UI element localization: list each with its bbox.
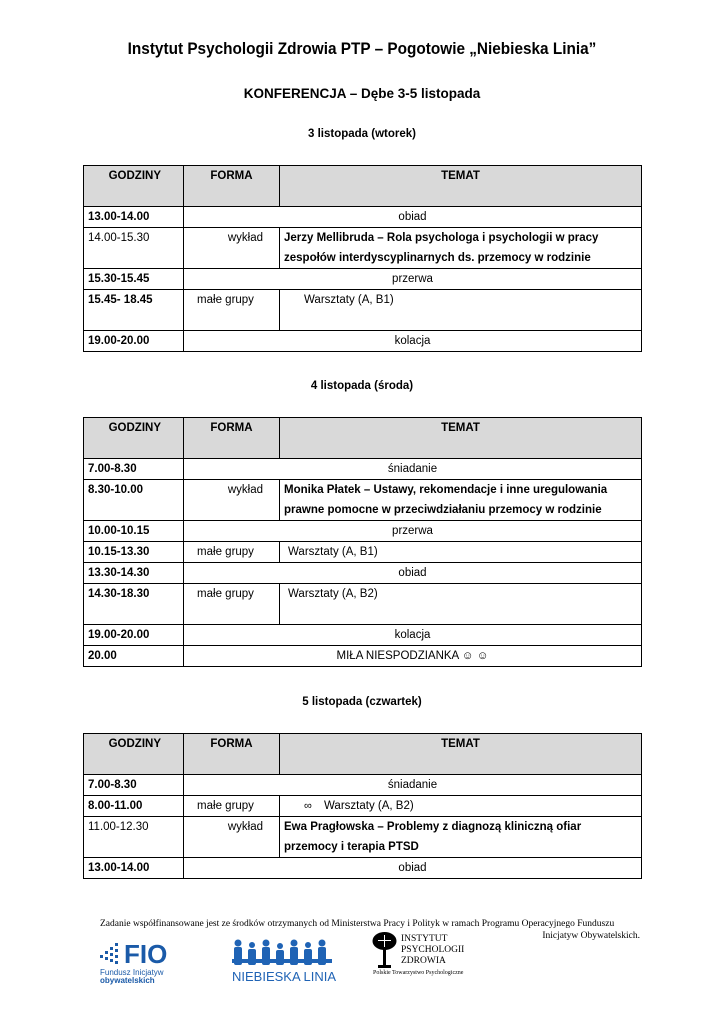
event-cell: śniadanie xyxy=(184,775,642,796)
table-row xyxy=(84,796,642,817)
day-title-1: 3 listopada (wtorek) xyxy=(308,128,416,140)
topic-line: prawne pomocne w przeciwdziałaniu przemocy w rodzinie xyxy=(284,504,602,516)
table-header-row xyxy=(84,734,642,775)
topic-line: Monika Płatek – Ustawy, rekomendacje i inne uregulowania xyxy=(284,484,608,496)
table-row xyxy=(84,207,642,228)
topic-cell: Warsztaty (A, B1) xyxy=(280,290,642,331)
ipz-logo-text xyxy=(401,934,464,967)
event-cell: obiad xyxy=(184,858,642,879)
schedule-table-day1 xyxy=(83,165,642,352)
time-cell: 15.30-15.45 xyxy=(84,269,184,290)
funding-note-line1: Zadanie współfinansowane jest ze środków otrzymanych od Ministerstwa Pracy i Polityk w ramach Programu Operacyjnego Funduszu xyxy=(100,919,615,929)
ipz-logo-line3: ZDROWIA xyxy=(401,956,446,966)
col-header-topic: TEMAT xyxy=(280,734,642,775)
event-cell: kolacja xyxy=(184,331,642,352)
time-cell: 19.00-20.00 xyxy=(84,331,184,352)
topic-line: Jerzy Mellibruda – Rola psychologa i psychologii w pracy xyxy=(284,232,599,244)
table-row xyxy=(84,646,642,667)
time-cell: 14.00-15.30 xyxy=(84,228,184,269)
col-header-form: FORMA xyxy=(184,734,280,775)
tree-icon xyxy=(370,931,400,969)
table-row xyxy=(84,563,642,584)
form-cell: wykład xyxy=(184,480,280,521)
time-cell: 13.30-14.30 xyxy=(84,563,184,584)
table-row xyxy=(84,290,642,331)
event-cell: obiad xyxy=(184,563,642,584)
col-header-form: FORMA xyxy=(184,166,280,207)
topic-cell xyxy=(280,817,642,858)
time-cell: 20.00 xyxy=(84,646,184,667)
topic-line: Ewa Pragłowska – Problemy z diagnozą kliniczną ofiar xyxy=(284,821,582,833)
fio-logo-text: FIO xyxy=(124,939,168,969)
topic-cell xyxy=(280,228,642,269)
col-header-hours: GODZINY xyxy=(84,418,184,459)
fio-logo-sub2: obywatelskich xyxy=(100,976,155,985)
table-row xyxy=(84,625,642,646)
event-cell: przerwa xyxy=(184,521,642,542)
schedule-table-day3 xyxy=(83,733,642,879)
table-header-row xyxy=(84,166,642,207)
event-cell: kolacja xyxy=(184,625,642,646)
topic-line: zespołów interdyscyplinarnych ds. przemocy w rodzinie xyxy=(284,252,591,264)
niebieska-linia-logo-text: NIEBIESKA LINIA xyxy=(232,969,337,984)
page-title: Instytut Psychologii Zdrowia PTP – Pogotowie „Niebieska Linia” xyxy=(127,40,597,58)
topic-cell xyxy=(280,480,642,521)
topic-cell: Warsztaty (A, B2) xyxy=(280,584,642,625)
fio-logo xyxy=(98,937,218,985)
table-row xyxy=(84,775,642,796)
table-row xyxy=(84,228,642,269)
time-cell: 8.30-10.00 xyxy=(84,480,184,521)
form-cell: małe grupy xyxy=(184,542,280,563)
time-cell: 8.00-11.00 xyxy=(84,796,184,817)
infinity-bullet-icon: ∞ xyxy=(304,800,312,812)
niebieska-linia-logo xyxy=(230,937,340,985)
table-row xyxy=(84,269,642,290)
table-row xyxy=(84,480,642,521)
ipz-logo-line2: PSYCHOLOGII xyxy=(401,945,465,955)
topic-cell xyxy=(280,796,642,817)
table-header-row xyxy=(84,418,642,459)
time-cell: 14.30-18.30 xyxy=(84,584,184,625)
form-cell: małe grupy xyxy=(184,290,280,331)
table-row xyxy=(84,817,642,858)
ipz-logo-subtitle: Polskie Towarzystwo Psychologiczne xyxy=(373,970,464,976)
topic-line: przemocy i terapia PTSD xyxy=(284,841,419,853)
funding-note-line2: Inicjatyw Obywatelskich. xyxy=(542,931,640,941)
form-cell: wykład xyxy=(184,817,280,858)
topic-text: Warsztaty (A, B2) xyxy=(324,800,414,812)
table-row xyxy=(84,331,642,352)
col-header-hours: GODZINY xyxy=(84,734,184,775)
table-row xyxy=(84,858,642,879)
event-cell: obiad xyxy=(184,207,642,228)
event-cell: śniadanie xyxy=(184,459,642,480)
table-row xyxy=(84,542,642,563)
event-cell: przerwa xyxy=(184,269,642,290)
form-cell: małe grupy xyxy=(184,584,280,625)
day-title-2: 4 listopada (środa) xyxy=(310,380,414,392)
col-header-form: FORMA xyxy=(184,418,280,459)
time-cell: 7.00-8.30 xyxy=(84,459,184,480)
time-cell: 19.00-20.00 xyxy=(84,625,184,646)
table-row xyxy=(84,459,642,480)
time-cell: 13.00-14.00 xyxy=(84,858,184,879)
form-cell: małe grupy xyxy=(184,796,280,817)
fio-logo-sub1: Fundusz Inicjatyw xyxy=(100,968,164,977)
form-cell: wykład xyxy=(184,228,280,269)
col-header-hours: GODZINY xyxy=(84,166,184,207)
col-header-topic: TEMAT xyxy=(280,166,642,207)
conference-title: KONFERENCJA – Dębe 3-5 listopada xyxy=(243,86,481,101)
time-cell: 13.00-14.00 xyxy=(84,207,184,228)
time-cell: 11.00-12.30 xyxy=(84,817,184,858)
time-cell: 15.45- 18.45 xyxy=(84,290,184,331)
table-row xyxy=(84,521,642,542)
table-row xyxy=(84,584,642,625)
time-cell: 10.15-13.30 xyxy=(84,542,184,563)
day-title-3: 5 listopada (czwartek) xyxy=(302,696,422,708)
ipz-logo-line1: INSTYTUT xyxy=(401,934,448,944)
topic-cell: Warsztaty (A, B1) xyxy=(280,542,642,563)
time-cell: 7.00-8.30 xyxy=(84,775,184,796)
time-cell: 10.00-10.15 xyxy=(84,521,184,542)
schedule-table-day2 xyxy=(83,417,642,667)
col-header-topic: TEMAT xyxy=(280,418,642,459)
event-cell: MIŁA NIESPODZIANKA ☺ ☺ xyxy=(184,646,642,667)
